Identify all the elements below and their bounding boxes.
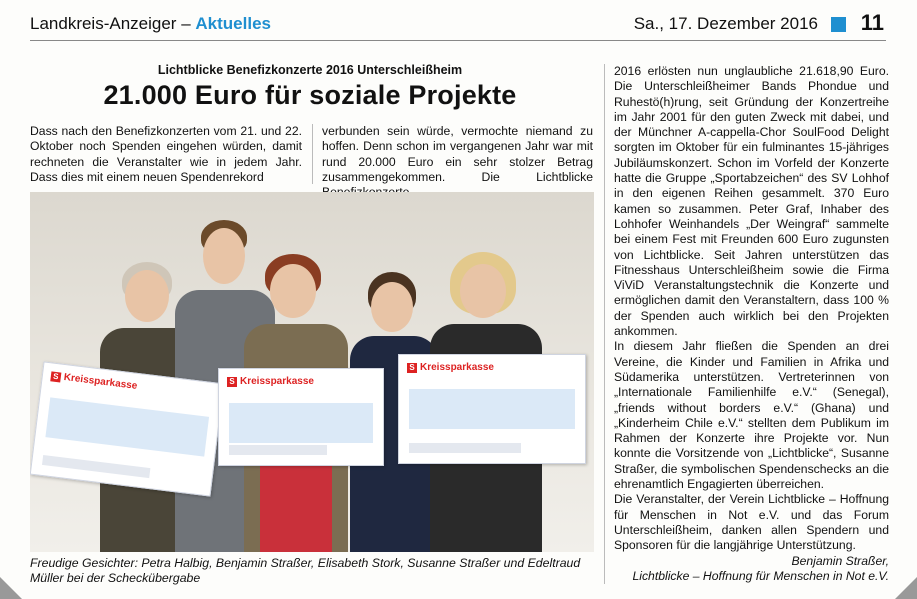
photo-caption: Freudige Gesichter: Petra Halbig, Benjamin Straßer, Elisabeth Stork, Susanne Straßer und Edeltraud Müller bei der Scheckübergabe [30,556,581,585]
previous-page-icon[interactable] [0,577,22,599]
article-column-1 [30,124,302,185]
check-bank-label: S Kreissparkasse [407,362,494,373]
column-1-text: Dass nach den Benefizkonzerten vom 21. und 22. Oktober noch Spenden eingehen würden, damit rechneten die Veranstalter wie in jedem Jahr. Dass dies mit einem neuen Spendenrekord [30,124,302,184]
publication-line [30,14,271,34]
donation-check-2 [218,368,384,466]
check-bank-label: S Kreissparkasse [227,376,314,387]
author-name: Benjamin Straßer, [791,553,889,568]
column-divider [312,124,313,184]
page-number: 11 [860,10,884,35]
donation-check-3 [398,354,586,464]
next-page-icon[interactable] [895,577,917,599]
article-kicker: Lichtblicke Benefizkonzerte 2016 Unterschleißheim [157,63,463,77]
article-column-2 [322,124,593,200]
article-photo [30,192,594,552]
header-rule [30,40,886,41]
check-bank-label: S Kreissparkasse [50,370,138,392]
column-3-paragraph-1: 2016 erlösten nun unglaubliche 21.618,90 Euro. Die Unterschleißheimer Bands Phondue und Ruhestö(h)rung, seit Gründung der Konzertreihe im Jahr 2001 für den guten Zweck mit dabei, und der Münchner A-cappella-Chor SoulFood Delight sorgten im Oktober für ein fulminantes 15-jähriges Jubiläumskonzert. Schon im Vorfeld der Konzerte hatte die Gruppe „Sportabzeichen“ des SV Lohhof in den eigenen Reihen gesammelt. 370 Euro kamen so zusammen. Peter Graf, Inhaber des Lohhofer Weinhandels „Der Weingraf“ sammelte bei einem Fest mit Freunden 600 Euro zugunsten von Lichtblicke. Seit Jahren unterstützen das Fitnesshaus Unterschleißheim sowie die Firma ViViD Veranstaltungstechnik die Konzerte und ermöglichen damit den Veranstaltern, dass 100 % der Spenden auch wirklich bei den Projekten ankommen. [614,64,889,339]
column-2-text: verbunden sein würde, vermochte niemand zu hoffen. Denn schon im vergangenen Jahr war mit rund 20.000 Euro ein sehr stolzer Betrag zusammengekommen. Die Lichtblicke [322,124,593,184]
page-header [30,8,886,38]
section-marker-square [831,17,846,32]
article-headline: 21.000 Euro für soziale Projekte [103,80,517,110]
issue-date: Sa., 17. Dezember 2016 [633,14,818,33]
author-organization: Lichtblicke – Hoffnung für Menschen in Not e.V. [632,568,889,583]
column-3-paragraph-3: Die Veranstalter, der Verein Lichtblicke – Hoffnung für Menschen in Not e.V. und das Forum Unterschleißheim, danken allen Spendern und Sponsoren für die langjährige Unterstützung. [614,492,889,553]
column-3-paragraph-2: In diesem Jahr fließen die Spenden an drei Vereine, die Kinder und Familien in Afrika und Südamerika unterstützen. Vertreterinnen von „Internationale Familienhilfe e.V.“ (Senegal), „friends without borders e.V.“ (Ghana) und „Kinderheim Chile e.V.“ stellten dem Publikum im Rahmen der Konzerte ihre Projekte vor. Nun konnte die Vorsitzende von „Lichtblicke“, Susanne Straßer, die symbolischen Spendenschecks an die ehrenamtlich Engagierten überreichen. [614,339,889,492]
column-divider [604,64,605,584]
donation-check-1 [30,361,224,496]
section-name: Aktuelles [195,14,271,33]
article-column-3 [614,64,889,584]
publication-name: Landkreis-Anzeiger – [30,14,191,33]
